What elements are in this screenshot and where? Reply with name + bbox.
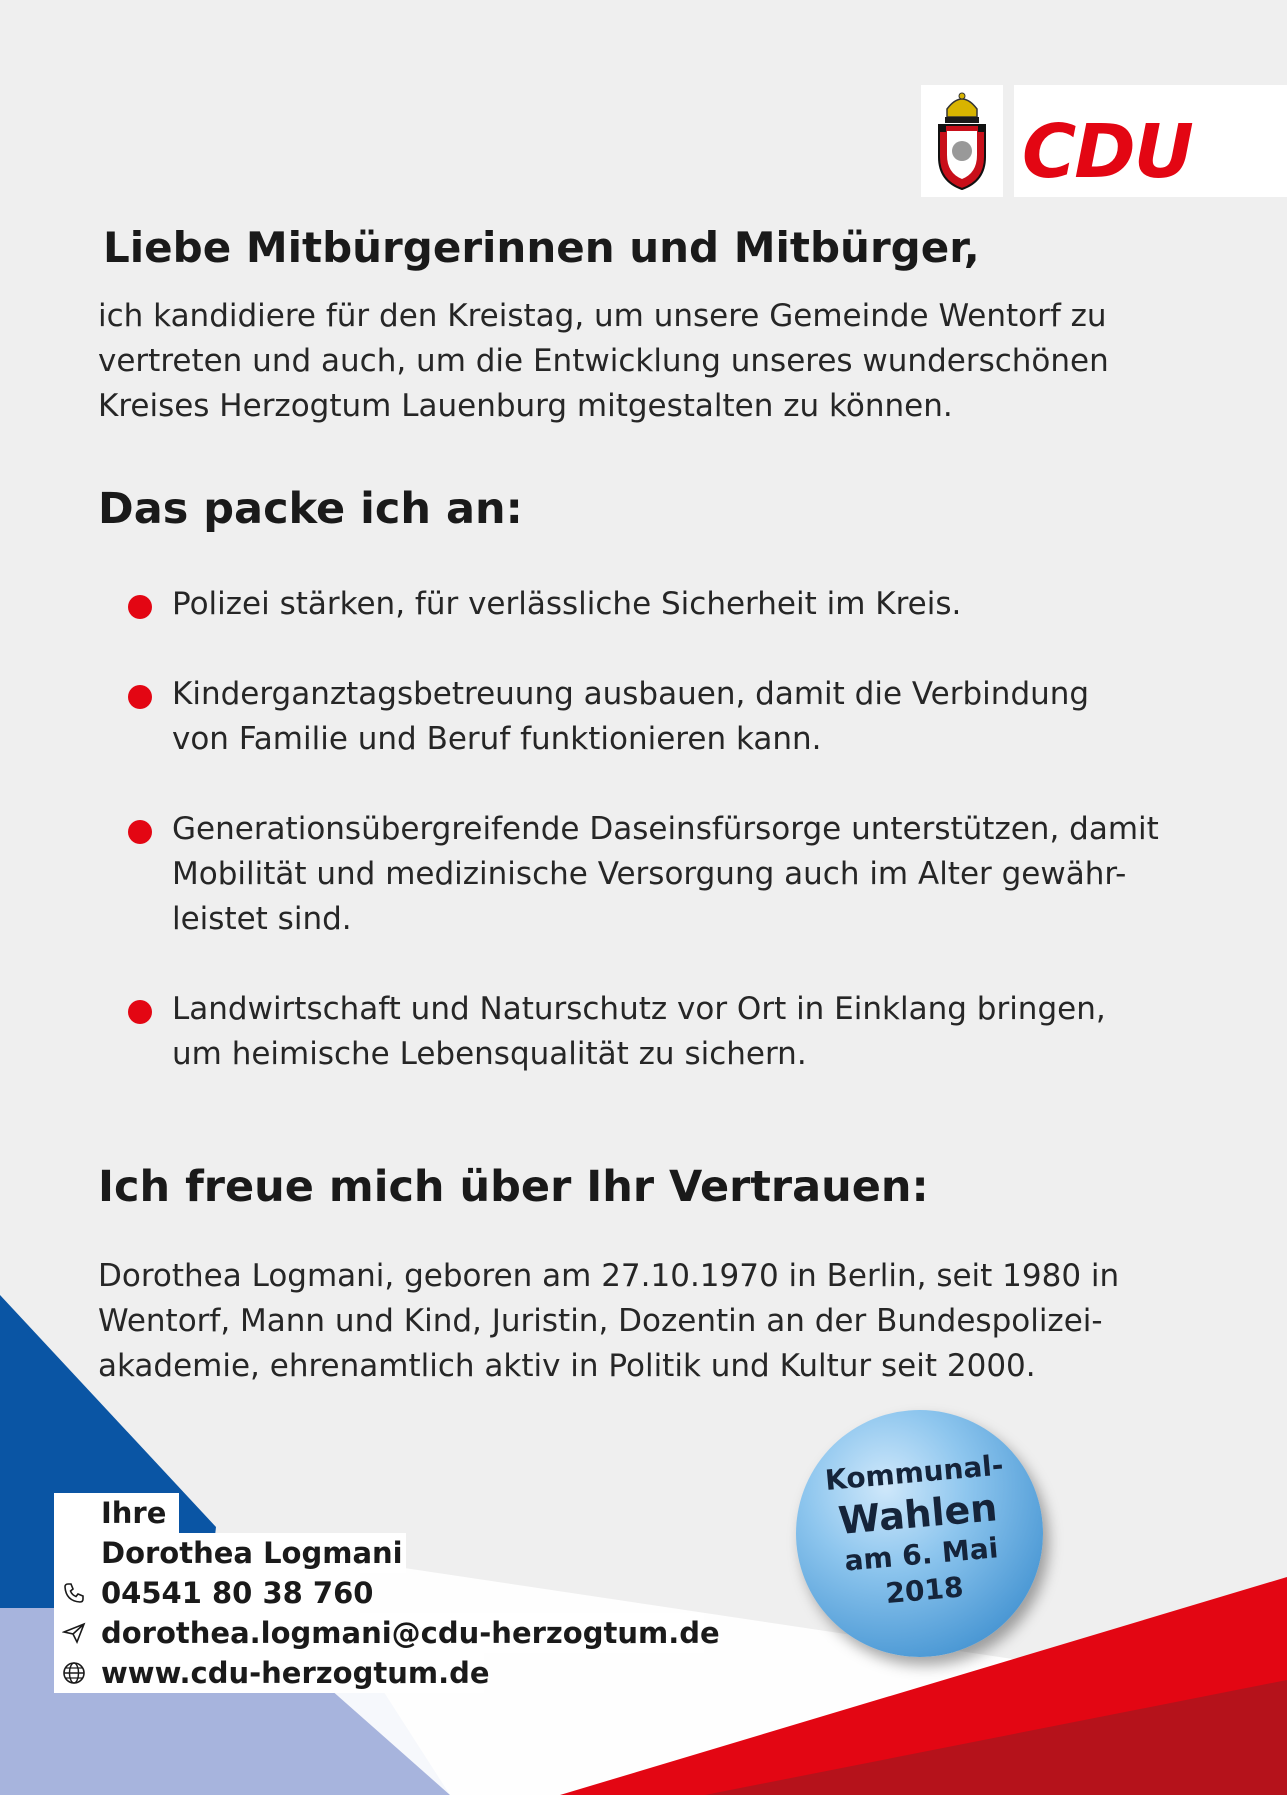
badge-line: am 6. Mai	[843, 1531, 1000, 1578]
list-item-line: Mobilität und medizinische Versorgung auch im Alter gewähr-	[172, 856, 1127, 892]
contact-email[interactable]: dorothea.logmani@cdu-herzogtum.de	[54, 1613, 704, 1653]
list-item-line: Polizei stärken, für verlässliche Sicherheit im Kreis.	[172, 586, 962, 622]
list-item-text	[172, 807, 1248, 942]
coat-of-arms-icon	[921, 85, 1003, 197]
trust-heading: Ich freue mich über Ihr Vertrauen:	[98, 1162, 929, 1212]
bio-line: Wentorf, Mann und Kind, Juristin, Dozentin an der Bundespolizei-	[98, 1303, 1103, 1339]
contact-phone[interactable]: 04541 80 38 760	[54, 1573, 360, 1613]
contact-name: Dorothea Logmani	[54, 1533, 406, 1573]
agenda-heading: Das packe ich an:	[98, 484, 523, 534]
badge-line: Kommunal-	[823, 1448, 1005, 1497]
bullet-dot-icon	[128, 685, 152, 709]
intro-line: Kreises Herzogtum Lauenburg mitgestalten zu können.	[98, 388, 953, 424]
list-item-line: Kinderganztagsbetreuung ausbauen, damit die Verbindung	[172, 676, 1090, 712]
bullet-dot-icon	[128, 820, 152, 844]
bio-paragraph	[98, 1254, 1248, 1389]
badge-line: 2018	[884, 1570, 965, 1611]
cdu-logo-text: CDU	[1022, 109, 1192, 195]
bio-line: akademie, ehrenamtlich aktiv in Politik und Kultur seit 2000.	[98, 1348, 1036, 1384]
list-item-line: von Familie und Beruf funktionieren kann.	[172, 721, 822, 757]
list-item-text	[172, 582, 1248, 627]
intro-paragraph	[98, 294, 1198, 429]
crest-logo	[921, 85, 1003, 197]
list-item-line: um heimische Lebensqualität zu sichern.	[172, 1036, 807, 1072]
intro-line: ich kandidiere für den Kreistag, um unsere Gemeinde Wentorf zu	[98, 298, 1107, 334]
list-item-text	[172, 672, 1248, 762]
bullet-dot-icon	[128, 1000, 152, 1024]
paper-plane-icon	[62, 1621, 86, 1645]
list-item-line: leistet sind.	[172, 901, 352, 937]
contact-salutation: Ihre	[54, 1493, 179, 1533]
bullet-dot-icon	[128, 595, 152, 619]
list-item-line: Landwirtschaft und Naturschutz vor Ort in Einklang bringen,	[172, 991, 1106, 1027]
phone-icon	[62, 1581, 86, 1605]
contact-website[interactable]: www.cdu-herzogtum.de	[54, 1653, 484, 1693]
globe-icon	[62, 1661, 86, 1685]
list-item-text	[172, 987, 1248, 1077]
greeting-heading: Liebe Mitbürgerinnen und Mitbürger,	[103, 223, 980, 272]
list-item-line: Generationsübergreifende Daseinsfürsorge unterstützen, damit	[172, 811, 1159, 847]
intro-line: vertreten und auch, um die Entwicklung unseres wunderschönen	[98, 343, 1109, 379]
bio-line: Dorothea Logmani, geboren am 27.10.1970 in Berlin, seit 1980 in	[98, 1258, 1120, 1294]
badge-line: Wahlen	[836, 1485, 999, 1543]
